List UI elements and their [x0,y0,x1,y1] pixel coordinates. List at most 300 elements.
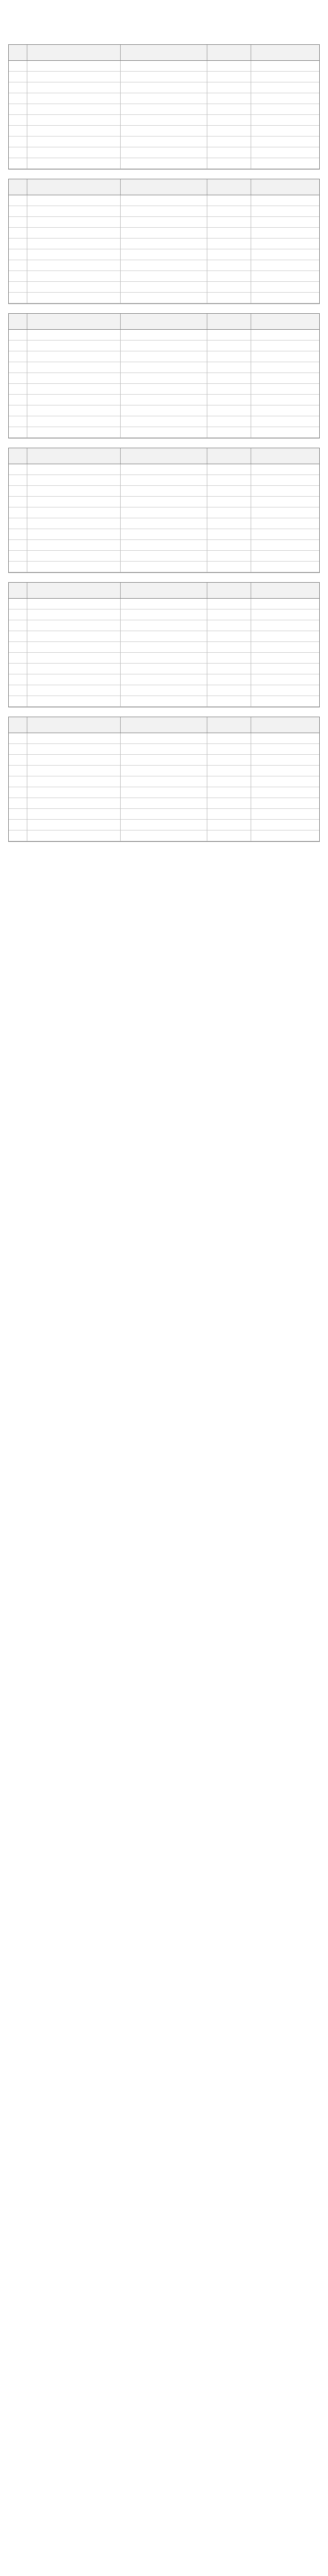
name-cell [121,330,208,341]
name-cell [121,733,208,744]
code-cell [27,664,121,674]
spec-cell [207,696,251,707]
seq-cell [9,551,27,562]
spec-cell [207,776,251,787]
table-row [9,362,319,373]
table-row [9,126,319,137]
spec-cell [207,664,251,674]
seq-cell [9,384,27,395]
code-cell [27,249,121,260]
seq-column-header [9,583,27,599]
seq-column-header [9,179,27,195]
table-row [9,341,319,351]
spec-cell [207,755,251,766]
code-cell [27,631,121,642]
table-row [9,609,319,620]
table-row [9,217,319,228]
seq-cell [9,293,27,303]
name-cell [121,798,208,809]
table-row [9,733,319,744]
table-row [9,228,319,239]
name-cell [121,282,208,293]
code-cell [27,744,121,755]
name-cell [121,674,208,685]
seq-cell [9,540,27,551]
code-cell [27,195,121,206]
company-cell [251,685,319,696]
company-cell [251,653,319,664]
table-row [9,61,319,72]
code-cell [27,776,121,787]
spec-cell [207,620,251,631]
name-column-header [121,179,208,195]
company-cell [251,609,319,620]
table-page [8,717,320,842]
company-cell [251,239,319,249]
company-cell [251,620,319,631]
name-cell [121,744,208,755]
spec-cell [207,562,251,572]
name-cell [121,395,208,405]
table-row [9,497,319,507]
seq-cell [9,464,27,475]
company-cell [251,115,319,126]
table-row [9,696,319,707]
table-row [9,249,319,260]
name-cell [121,228,208,239]
table-row [9,158,319,169]
spec-cell [207,341,251,351]
name-cell [121,475,208,486]
table-row [9,464,319,475]
seq-cell [9,206,27,217]
company-cell [251,475,319,486]
spec-cell [207,820,251,831]
table-row [9,620,319,631]
seq-column-header [9,717,27,733]
seq-cell [9,228,27,239]
company-cell [251,405,319,416]
company-cell [251,787,319,798]
seq-cell [9,351,27,362]
seq-cell [9,115,27,126]
seq-cell [9,475,27,486]
spec-cell [207,206,251,217]
name-cell [121,653,208,664]
spec-cell [207,653,251,664]
company-cell [251,551,319,562]
company-cell [251,260,319,271]
seq-cell [9,104,27,115]
table-row [9,82,319,93]
name-column-header [121,717,208,733]
seq-cell [9,341,27,351]
spec-cell [207,373,251,384]
name-cell [121,239,208,249]
company-cell [251,820,319,831]
seq-cell [9,831,27,841]
name-cell [121,664,208,674]
table-row [9,755,319,766]
code-cell [27,228,121,239]
company-cell [251,427,319,438]
company-cell [251,341,319,351]
code-cell [27,405,121,416]
spec-cell [207,809,251,820]
table-row [9,72,319,82]
code-cell [27,282,121,293]
name-cell [121,249,208,260]
code-column-header [27,45,121,61]
company-cell [251,464,319,475]
seq-cell [9,766,27,776]
table-page [8,179,320,304]
seq-column-header [9,314,27,330]
spec-column-header [207,45,251,61]
seq-cell [9,217,27,228]
code-cell [27,271,121,282]
code-cell [27,158,121,169]
company-cell [251,228,319,239]
name-cell [121,787,208,798]
company-cell [251,137,319,147]
name-cell [121,755,208,766]
spec-cell [207,282,251,293]
table-row [9,744,319,755]
name-cell [121,271,208,282]
table-header-row [9,314,319,330]
code-cell [27,217,121,228]
table-page [8,448,320,573]
seq-cell [9,620,27,631]
code-cell [27,674,121,685]
company-cell [251,282,319,293]
code-cell [27,82,121,93]
spec-cell [207,609,251,620]
company-cell [251,776,319,787]
code-cell [27,72,121,82]
code-cell [27,653,121,664]
name-cell [121,464,208,475]
document-subtitle [8,31,320,39]
code-cell [27,341,121,351]
spec-cell [207,631,251,642]
seq-cell [9,239,27,249]
seq-cell [9,599,27,609]
code-cell [27,293,121,303]
table-row [9,653,319,664]
name-cell [121,351,208,362]
spec-cell [207,464,251,475]
seq-cell [9,282,27,293]
name-cell [121,685,208,696]
table-row [9,293,319,303]
spec-cell [207,158,251,169]
spec-cell [207,61,251,72]
seq-cell [9,744,27,755]
table-row [9,239,319,249]
code-cell [27,362,121,373]
table-row [9,664,319,674]
name-cell [121,416,208,427]
table-row [9,507,319,518]
company-cell [251,158,319,169]
spec-cell [207,271,251,282]
name-cell [121,696,208,707]
company-cell [251,373,319,384]
table-row [9,599,319,609]
company-cell [251,271,319,282]
spec-cell [207,642,251,653]
document-title [8,20,320,29]
company-cell [251,416,319,427]
table-row [9,776,319,787]
code-cell [27,475,121,486]
spec-cell [207,427,251,438]
seq-cell [9,653,27,664]
code-cell [27,787,121,798]
code-cell [27,427,121,438]
code-cell [27,115,121,126]
name-cell [121,126,208,137]
code-cell [27,93,121,104]
company-cell [251,497,319,507]
name-cell [121,507,208,518]
company-cell [251,293,319,303]
seq-cell [9,518,27,529]
company-cell [251,351,319,362]
spec-cell [207,405,251,416]
code-cell [27,330,121,341]
spec-cell [207,330,251,341]
name-cell [121,427,208,438]
spec-cell [207,486,251,497]
code-cell [27,831,121,841]
code-cell [27,518,121,529]
company-cell [251,93,319,104]
table-row [9,809,319,820]
code-cell [27,260,121,271]
seq-cell [9,562,27,572]
spec-cell [207,82,251,93]
table-header-row [9,179,319,195]
table-row [9,271,319,282]
company-cell [251,72,319,82]
spec-cell [207,529,251,540]
code-cell [27,798,121,809]
table-row [9,540,319,551]
name-cell [121,405,208,416]
table-row [9,486,319,497]
seq-cell [9,405,27,416]
company-cell [251,631,319,642]
table-row [9,562,319,572]
name-cell [121,195,208,206]
code-cell [27,497,121,507]
spec-cell [207,228,251,239]
name-cell [121,158,208,169]
seq-column-header [9,448,27,464]
seq-cell [9,497,27,507]
spec-column-header [207,583,251,599]
spec-column-header [207,448,251,464]
table-row [9,206,319,217]
spec-cell [207,362,251,373]
spec-cell [207,217,251,228]
table-row [9,820,319,831]
table-row [9,518,319,529]
code-column-header [27,448,121,464]
name-cell [121,766,208,776]
table-header-row [9,717,319,733]
seq-cell [9,776,27,787]
seq-cell [9,249,27,260]
name-column-header [121,314,208,330]
seq-cell [9,137,27,147]
table-row [9,93,319,104]
company-cell [251,486,319,497]
spec-cell [207,126,251,137]
seq-cell [9,642,27,653]
spec-cell [207,766,251,776]
table-header-row [9,583,319,599]
table-row [9,674,319,685]
spec-column-header [207,717,251,733]
seq-cell [9,416,27,427]
spec-cell [207,674,251,685]
spec-cell [207,395,251,405]
name-cell [121,260,208,271]
company-cell [251,529,319,540]
code-cell [27,486,121,497]
name-cell [121,82,208,93]
table-row [9,798,319,809]
seq-cell [9,798,27,809]
seq-cell [9,147,27,158]
seq-cell [9,195,27,206]
spec-cell [207,147,251,158]
name-column-header [121,45,208,61]
company-cell [251,562,319,572]
code-cell [27,642,121,653]
name-cell [121,776,208,787]
table-row [9,631,319,642]
company-cell [251,518,319,529]
code-cell [27,384,121,395]
seq-cell [9,362,27,373]
name-cell [121,497,208,507]
table-row [9,115,319,126]
table-row [9,351,319,362]
seq-cell [9,733,27,744]
seq-cell [9,82,27,93]
code-cell [27,529,121,540]
name-cell [121,529,208,540]
code-cell [27,239,121,249]
code-cell [27,206,121,217]
spec-cell [207,787,251,798]
company-cell [251,664,319,674]
seq-cell [9,631,27,642]
table-page [8,313,320,438]
spec-cell [207,540,251,551]
company-cell [251,755,319,766]
seq-cell [9,486,27,497]
spec-cell [207,551,251,562]
table-row [9,642,319,653]
name-column-header [121,448,208,464]
product-table [8,44,320,842]
company-cell [251,744,319,755]
code-cell [27,540,121,551]
name-cell [121,206,208,217]
code-cell [27,685,121,696]
company-column-header [251,179,319,195]
name-cell [121,341,208,351]
company-cell [251,195,319,206]
name-cell [121,518,208,529]
spec-column-header [207,314,251,330]
spec-cell [207,685,251,696]
name-cell [121,147,208,158]
spec-cell [207,518,251,529]
spec-cell [207,475,251,486]
company-cell [251,831,319,841]
name-cell [121,551,208,562]
code-cell [27,126,121,137]
seq-cell [9,72,27,82]
name-column-header [121,583,208,599]
code-cell [27,620,121,631]
spec-cell [207,744,251,755]
code-cell [27,147,121,158]
seq-cell [9,507,27,518]
company-column-header [251,448,319,464]
name-cell [121,362,208,373]
code-column-header [27,314,121,330]
code-column-header [27,717,121,733]
code-cell [27,562,121,572]
company-cell [251,540,319,551]
name-cell [121,540,208,551]
spec-cell [207,115,251,126]
seq-cell [9,61,27,72]
seq-cell [9,696,27,707]
seq-cell [9,685,27,696]
company-cell [251,104,319,115]
seq-cell [9,260,27,271]
company-cell [251,126,319,137]
code-cell [27,696,121,707]
name-cell [121,384,208,395]
spec-cell [207,195,251,206]
seq-cell [9,609,27,620]
code-cell [27,137,121,147]
spec-cell [207,72,251,82]
name-cell [121,809,208,820]
table-row [9,766,319,776]
seq-cell [9,427,27,438]
company-cell [251,642,319,653]
company-cell [251,674,319,685]
table-row [9,195,319,206]
spec-cell [207,239,251,249]
spec-cell [207,733,251,744]
company-column-header [251,45,319,61]
name-cell [121,93,208,104]
table-row [9,831,319,841]
table-row [9,685,319,696]
